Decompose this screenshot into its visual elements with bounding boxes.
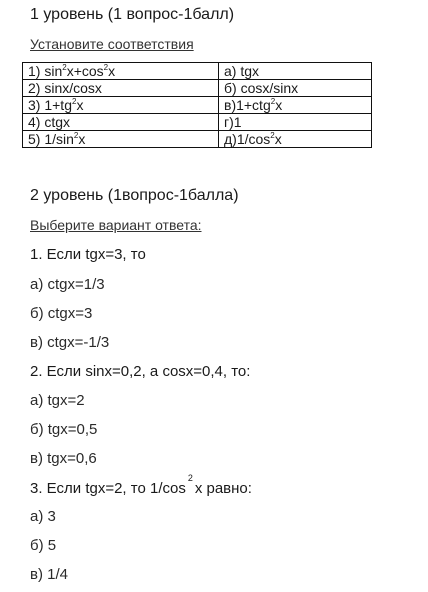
table-cell-left: 3) $1+tg^2x$ xyxy=(23,97,219,114)
table-cell-right: $д)1/\cos^2x$ xyxy=(219,131,372,148)
q3-option-c: в) 1/4 xyxy=(30,566,68,583)
level1-instruction: Установите соответствия xyxy=(30,36,194,52)
table-row xyxy=(23,131,372,148)
q2-option-a: а) tgx=2 xyxy=(30,392,85,409)
question-2: 2. Если sinx=0,2, а cosx=0,4, то: xyxy=(30,363,251,380)
level1-heading: 1 уровень (1 вопрос-1балл) xyxy=(30,6,235,23)
table-cell-right: а) tgx xyxy=(219,63,372,80)
q2-option-c: в) tgx=0,6 xyxy=(30,450,97,467)
table-cell-left: 4) ctgx xyxy=(23,114,219,131)
table-cell-right: б) cosx/sinx xyxy=(219,80,372,97)
table-cell-left: 5) $1/\sin^2x$ xyxy=(23,131,219,148)
question-3-superscript: 2 xyxy=(187,473,193,483)
table-row xyxy=(23,97,372,114)
table-cell-left: 1) $\sin^2x+\cos^2x$ xyxy=(23,63,219,80)
level2-instruction: Выберите вариант ответа: xyxy=(30,217,202,233)
q3-option-b: б) 5 xyxy=(30,537,57,554)
table-row xyxy=(23,63,372,80)
table-row xyxy=(23,114,372,131)
question-1: 1. Если tgx=3, то xyxy=(30,246,146,263)
q2-option-b: б) tgx=0,5 xyxy=(30,421,98,438)
question-3-text-a: 3. Если tgx=2, то 1/cos xyxy=(30,480,186,497)
table-row xyxy=(23,80,372,97)
q1-option-a: а) ctgx=1/3 xyxy=(30,276,105,293)
level2-heading: 2 уровень (1вопрос-1балла) xyxy=(30,187,239,204)
q1-option-c: в) ctgx=-1/3 xyxy=(30,334,110,351)
q1-option-b: б) ctgx=3 xyxy=(30,305,93,322)
question-3-text-b: x равно: xyxy=(194,480,252,497)
table-cell-right: г)1 xyxy=(219,114,372,131)
matching-table xyxy=(22,62,372,148)
table-cell-right: в)1+ctg$^2$x xyxy=(219,97,372,114)
q3-option-a: а) 3 xyxy=(30,508,56,525)
question-3 xyxy=(30,473,252,497)
table-cell-left: 2) sinx/cosx xyxy=(23,80,219,97)
